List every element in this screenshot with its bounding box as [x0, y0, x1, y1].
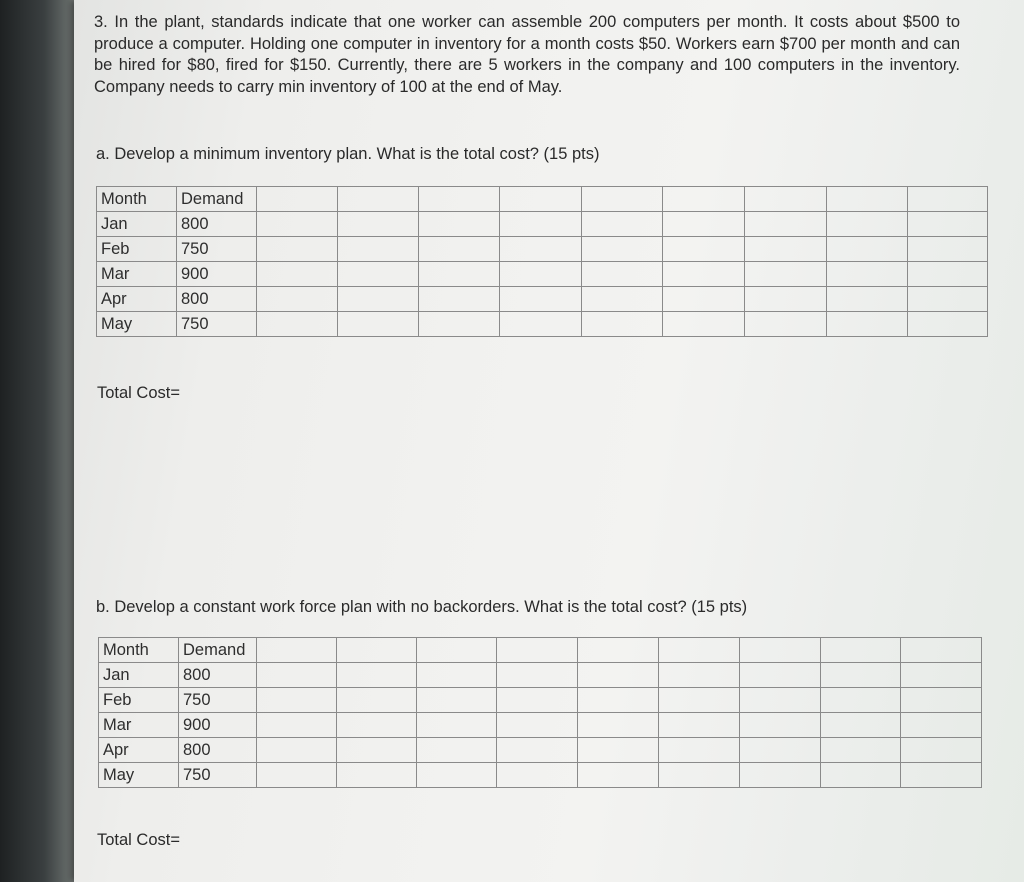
part-b-prompt: b. Develop a constant work force plan with no backorders. What is the total cost? (15 pts) — [96, 598, 748, 616]
empty-cell[interactable] — [827, 187, 908, 212]
table-row — [97, 312, 988, 337]
empty-cell[interactable] — [740, 763, 821, 788]
month-cell: Apr — [97, 287, 177, 312]
empty-cell[interactable] — [578, 713, 659, 738]
empty-cell[interactable] — [497, 713, 578, 738]
empty-cell[interactable] — [257, 212, 338, 237]
empty-cell[interactable] — [338, 187, 419, 212]
empty-cell[interactable] — [337, 638, 417, 663]
empty-cell[interactable] — [338, 212, 419, 237]
empty-cell[interactable] — [908, 312, 988, 337]
table-row — [99, 763, 982, 788]
empty-cell[interactable] — [337, 713, 417, 738]
month-cell: Apr — [99, 738, 179, 763]
part-b-table — [98, 637, 982, 788]
empty-cell[interactable] — [663, 287, 745, 312]
empty-cell[interactable] — [659, 763, 740, 788]
header-month: Month — [97, 187, 177, 212]
empty-cell[interactable] — [663, 312, 745, 337]
empty-cell[interactable] — [338, 287, 419, 312]
table-header-row — [99, 638, 982, 663]
demand-cell: 750 — [177, 312, 257, 337]
empty-cell[interactable] — [663, 262, 745, 287]
empty-cell[interactable] — [500, 262, 582, 287]
empty-cell[interactable] — [582, 262, 663, 287]
empty-cell[interactable] — [417, 713, 497, 738]
empty-cell[interactable] — [659, 638, 740, 663]
empty-cell[interactable] — [582, 212, 663, 237]
demand-cell: 800 — [179, 738, 257, 763]
empty-cell[interactable] — [663, 187, 745, 212]
demand-cell: 800 — [177, 212, 257, 237]
part-a-table — [96, 186, 988, 337]
empty-cell[interactable] — [257, 237, 338, 262]
empty-cell[interactable] — [745, 262, 827, 287]
empty-cell[interactable] — [497, 688, 578, 713]
empty-cell[interactable] — [500, 237, 582, 262]
demand-cell: 800 — [179, 663, 257, 688]
empty-cell[interactable] — [500, 287, 582, 312]
empty-cell[interactable] — [740, 738, 821, 763]
empty-cell[interactable] — [257, 638, 337, 663]
empty-cell[interactable] — [419, 187, 500, 212]
empty-cell[interactable] — [901, 688, 982, 713]
table-row — [97, 287, 988, 312]
empty-cell[interactable] — [827, 287, 908, 312]
empty-cell[interactable] — [497, 663, 578, 688]
empty-cell[interactable] — [827, 237, 908, 262]
demand-cell: 800 — [177, 287, 257, 312]
empty-cell[interactable] — [908, 212, 988, 237]
empty-cell[interactable] — [257, 688, 337, 713]
table-row — [97, 262, 988, 287]
empty-cell[interactable] — [901, 738, 982, 763]
demand-cell: 900 — [179, 713, 257, 738]
empty-cell[interactable] — [582, 187, 663, 212]
empty-cell[interactable] — [901, 638, 982, 663]
table-row — [97, 237, 988, 262]
empty-cell[interactable] — [337, 688, 417, 713]
part-b-total-cost-label: Total Cost= — [97, 831, 180, 849]
part-a-prompt: a. Develop a minimum inventory plan. What is the total cost? (15 pts) — [96, 145, 600, 163]
empty-cell[interactable] — [578, 763, 659, 788]
month-cell: May — [99, 763, 179, 788]
empty-cell[interactable] — [417, 638, 497, 663]
empty-cell[interactable] — [663, 237, 745, 262]
empty-cell[interactable] — [827, 312, 908, 337]
monitor-bezel — [0, 0, 80, 882]
month-cell: Feb — [99, 688, 179, 713]
part-a-total-cost-label: Total Cost= — [97, 384, 180, 402]
empty-cell[interactable] — [257, 738, 337, 763]
empty-cell[interactable] — [419, 262, 500, 287]
empty-cell[interactable] — [337, 663, 417, 688]
empty-cell[interactable] — [901, 763, 982, 788]
empty-cell[interactable] — [827, 262, 908, 287]
empty-cell[interactable] — [745, 287, 827, 312]
empty-cell[interactable] — [500, 187, 582, 212]
empty-cell[interactable] — [745, 237, 827, 262]
empty-cell[interactable] — [745, 212, 827, 237]
empty-cell[interactable] — [908, 187, 988, 212]
empty-cell[interactable] — [908, 237, 988, 262]
demand-cell: 750 — [179, 763, 257, 788]
empty-cell[interactable] — [497, 738, 578, 763]
empty-cell[interactable] — [338, 312, 419, 337]
demand-cell: 900 — [177, 262, 257, 287]
empty-cell[interactable] — [745, 187, 827, 212]
empty-cell[interactable] — [257, 312, 338, 337]
empty-cell[interactable] — [257, 713, 337, 738]
empty-cell[interactable] — [821, 638, 901, 663]
empty-cell[interactable] — [338, 237, 419, 262]
month-cell: Mar — [99, 713, 179, 738]
empty-cell[interactable] — [821, 713, 901, 738]
empty-cell[interactable] — [659, 663, 740, 688]
empty-cell[interactable] — [663, 212, 745, 237]
empty-cell[interactable] — [908, 287, 988, 312]
empty-cell[interactable] — [582, 287, 663, 312]
empty-cell[interactable] — [257, 663, 337, 688]
month-cell: Jan — [97, 212, 177, 237]
empty-cell[interactable] — [417, 738, 497, 763]
month-cell: Mar — [97, 262, 177, 287]
empty-cell[interactable] — [257, 262, 338, 287]
empty-cell[interactable] — [417, 763, 497, 788]
table-header-row — [97, 187, 988, 212]
empty-cell[interactable] — [257, 187, 338, 212]
empty-cell[interactable] — [578, 688, 659, 713]
table-row — [99, 738, 982, 763]
empty-cell[interactable] — [901, 663, 982, 688]
empty-cell[interactable] — [740, 713, 821, 738]
table-row — [97, 212, 988, 237]
question-text: 3. In the plant, standards indicate that one worker can assemble 200 computers per month. It costs about $500 to produce a computer. Holding one computer in inventory for a month costs $50. Workers earn $700 per month and can be hired for $80, fired for $150. Currently, there are 5 workers in the company and 100 computers in the inventory. Company needs to carry min inventory of 100 at the end of May. — [94, 13, 960, 96]
empty-cell[interactable] — [908, 262, 988, 287]
empty-cell[interactable] — [417, 688, 497, 713]
empty-cell[interactable] — [338, 262, 419, 287]
month-cell: Jan — [99, 663, 179, 688]
empty-cell[interactable] — [659, 738, 740, 763]
empty-cell[interactable] — [578, 638, 659, 663]
demand-cell: 750 — [179, 688, 257, 713]
header-demand: Demand — [179, 638, 257, 663]
demand-cell: 750 — [177, 237, 257, 262]
empty-cell[interactable] — [582, 312, 663, 337]
empty-cell[interactable] — [821, 688, 901, 713]
empty-cell[interactable] — [821, 663, 901, 688]
empty-cell[interactable] — [419, 287, 500, 312]
empty-cell[interactable] — [827, 212, 908, 237]
table-row — [99, 713, 982, 738]
empty-cell[interactable] — [497, 763, 578, 788]
empty-cell[interactable] — [257, 287, 338, 312]
empty-cell[interactable] — [578, 738, 659, 763]
empty-cell[interactable] — [821, 763, 901, 788]
empty-cell[interactable] — [500, 312, 582, 337]
empty-cell[interactable] — [582, 237, 663, 262]
month-cell: Feb — [97, 237, 177, 262]
empty-cell[interactable] — [419, 312, 500, 337]
empty-cell[interactable] — [740, 688, 821, 713]
empty-cell[interactable] — [337, 763, 417, 788]
empty-cell[interactable] — [745, 312, 827, 337]
empty-cell[interactable] — [901, 713, 982, 738]
empty-cell[interactable] — [497, 638, 578, 663]
empty-cell[interactable] — [500, 212, 582, 237]
empty-cell[interactable] — [578, 663, 659, 688]
empty-cell[interactable] — [659, 688, 740, 713]
empty-cell[interactable] — [257, 763, 337, 788]
header-month: Month — [99, 638, 179, 663]
table-row — [99, 663, 982, 688]
empty-cell[interactable] — [740, 663, 821, 688]
table-row — [99, 688, 982, 713]
empty-cell[interactable] — [337, 738, 417, 763]
empty-cell[interactable] — [417, 663, 497, 688]
empty-cell[interactable] — [659, 713, 740, 738]
header-demand: Demand — [177, 187, 257, 212]
empty-cell[interactable] — [821, 738, 901, 763]
empty-cell[interactable] — [419, 237, 500, 262]
empty-cell[interactable] — [740, 638, 821, 663]
month-cell: May — [97, 312, 177, 337]
empty-cell[interactable] — [419, 212, 500, 237]
